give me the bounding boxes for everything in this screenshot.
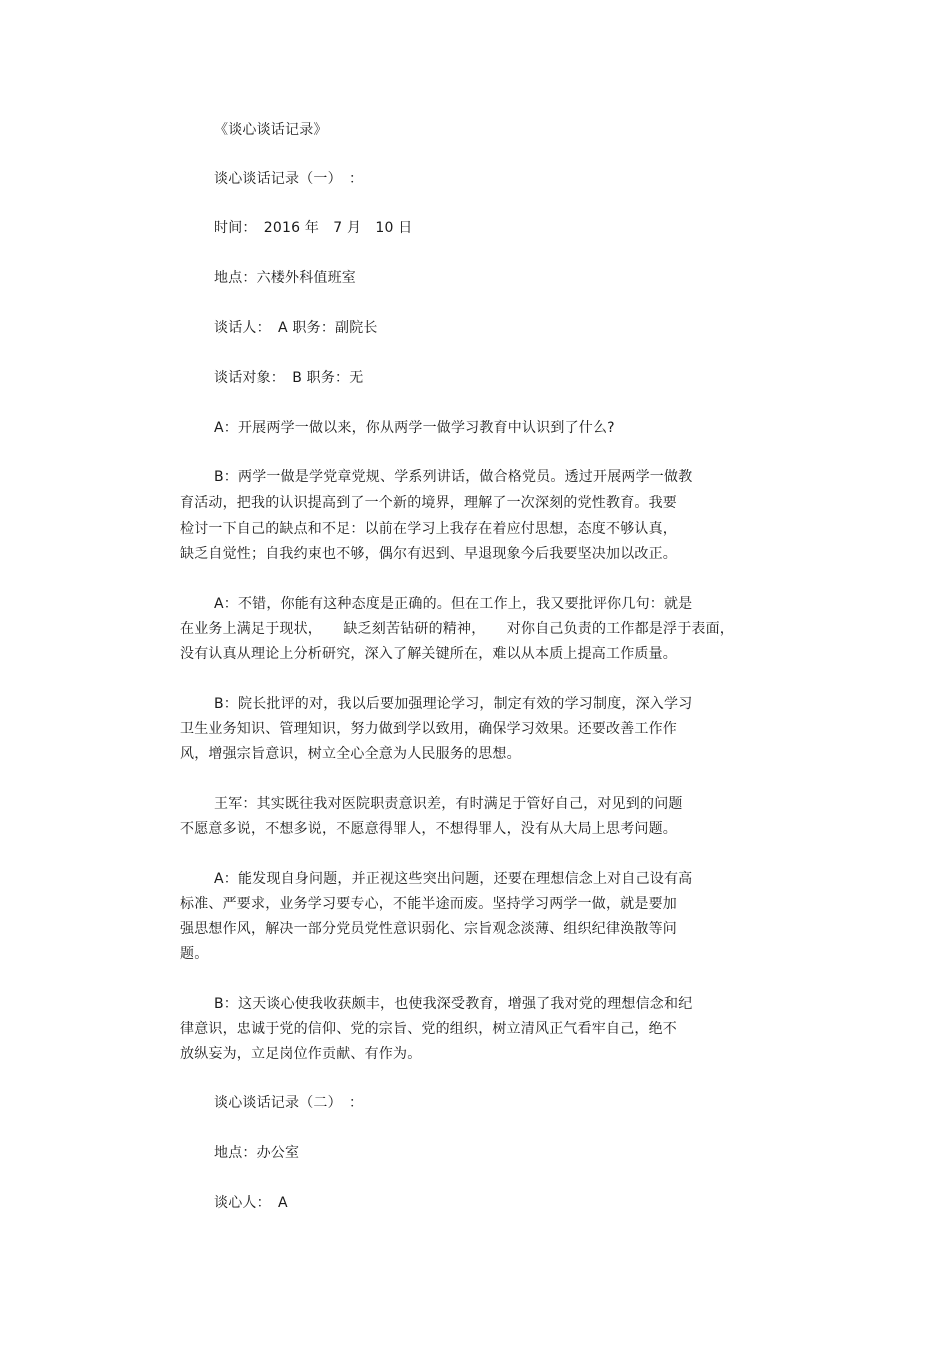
record1-time: 时间： 2016 年 7 月 10 日 [214,220,413,236]
paragraph-2-line-4: 缺乏自觉性；自我约束也不够，偶尔有迟到、早退现象今后我要坚决加以改正。 [180,546,677,562]
paragraph-1: A：开展两学一做以来，你从两学一做学习教育中认识到了什么? [214,420,615,436]
paragraph-2-line-1: B：两学一做是学党章党规、学系列讲话，做合格党员。透过开展两学一做教 [214,469,693,485]
paragraph-3-line-1: A：不错，你能有这种态度是正确的。但在工作上，我又要批评你几句：就是 [214,596,693,612]
paragraph-3-line-2: 在业务上满足于现状， 缺乏刻苦钻研的精神， 对你自己负责的工作都是浮于表面， [180,621,734,637]
record1-heading: 谈心谈话记录（一） ： [214,171,364,187]
paragraph-4-line-3: 风，增强宗旨意识，树立全心全意为人民服务的思想。 [180,746,521,762]
paragraph-5-line-1: 王军：其实既往我对医院职责意识差，有时满足于管好自己，对见到的问题 [214,796,683,812]
paragraph-2-line-3: 检讨一下自己的缺点和不足：以前在学习上我存在着应付思想，态度不够认真， [180,521,677,537]
paragraph-2-line-2: 育活动，把我的认识提高到了一个新的境界，理解了一次深刻的党性教育。我要 [180,495,677,511]
record1-place: 地点：六楼外科值班室 [214,270,356,286]
paragraph-6-line-3: 强思想作风，解决一部分党员党性意识弱化、宗旨观念淡薄、组织纪律涣散等问 [180,921,677,937]
paragraph-6-line-4: 题。 [180,946,209,962]
paragraph-6-line-1: A：能发现自身问题，并正视这些突出问题，还要在理想信念上对自己设有高 [214,871,693,887]
record1-speaker: 谈话人： A 职务：副院长 [214,320,378,336]
paragraph-3-line-3: 没有认真从理论上分析研究，深入了解关键所在，难以从本质上提高工作质量。 [180,646,677,662]
document-title: 《谈心谈话记录》 [214,122,328,138]
paragraph-7-line-2: 律意识，忠诚于党的信仰、党的宗旨、党的组织，树立清风正气看牢自己，绝不 [180,1021,677,1037]
paragraph-7-line-3: 放纵妄为，立足岗位作贡献、有作为。 [180,1046,422,1062]
record2-heading: 谈心谈话记录（二） ： [214,1095,364,1111]
paragraph-4-line-2: 卫生业务知识、管理知识，努力做到学以致用，确保学习效果。还要改善工作作 [180,721,677,737]
record2-place: 地点：办公室 [214,1145,300,1161]
paragraph-7-line-1: B：这天谈心使我收获颇丰，也使我深受教育，增强了我对党的理想信念和纪 [214,996,693,1012]
paragraph-5-line-2: 不愿意多说，不想多说，不愿意得罪人，不想得罪人，没有从大局上思考问题。 [180,821,677,837]
paragraph-6-line-2: 标准、严要求，业务学习要专心，不能半途而废。坚持学习两学一做，就是要加 [180,896,677,912]
record1-target: 谈话对象： B 职务：无 [214,370,364,386]
record2-speaker: 谈心人： A [214,1195,288,1211]
paragraph-4-line-1: B：院长批评的对，我以后要加强理论学习，制定有效的学习制度，深入学习 [214,696,693,712]
